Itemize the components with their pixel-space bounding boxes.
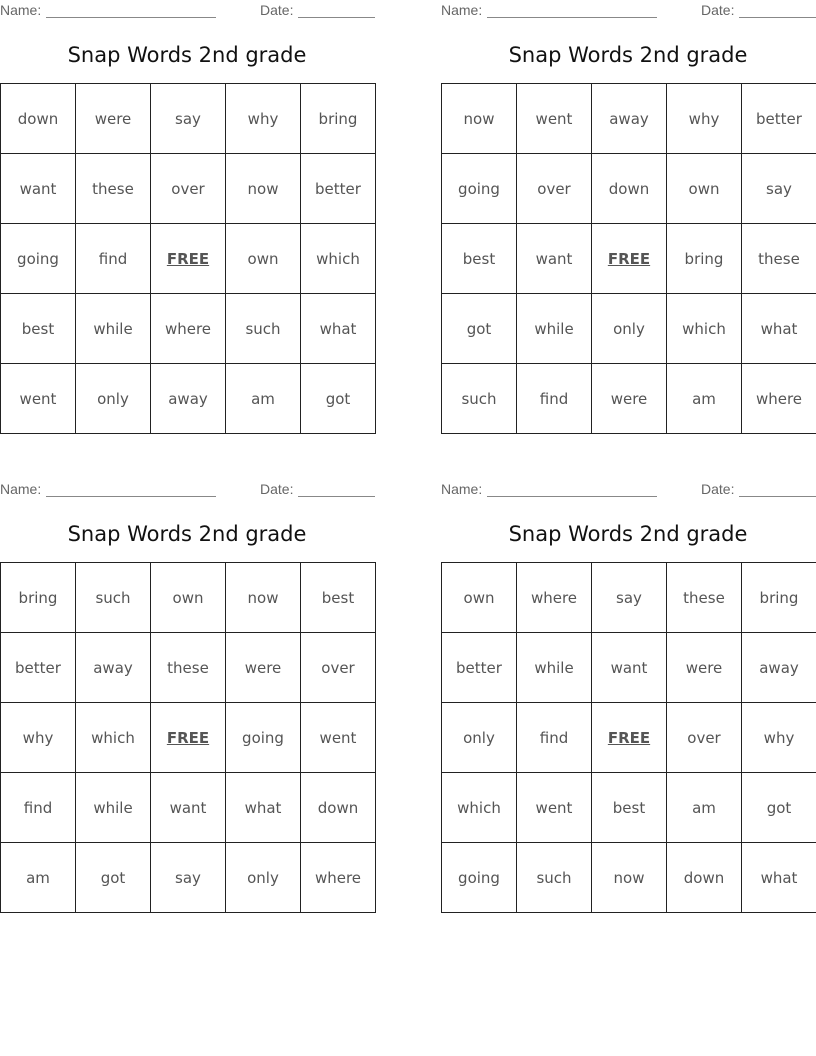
grid-cell: where [517,563,592,633]
grid-cell: while [517,633,592,703]
grid-cell: these [151,633,226,703]
grid-cell: over [151,154,226,224]
grid-cell: which [667,294,742,364]
date-field[interactable] [739,17,816,18]
date-field[interactable] [298,496,375,497]
grid-cell: down [667,843,742,913]
grid-cell: only [442,703,517,773]
grid-row [1,294,376,364]
grid-cell: only [592,294,667,364]
bingo-card-2 [441,0,816,408]
grid-cell: find [517,703,592,773]
grid-cell: went [301,703,376,773]
grid-cell: bring [742,563,816,633]
grid-row [1,843,376,913]
grid-row [1,773,376,843]
name-date-header [441,479,816,501]
grid-cell: best [592,773,667,843]
grid-cell: now [592,843,667,913]
grid-cell: down [301,773,376,843]
grid-cell: what [301,294,376,364]
grid-row [442,773,816,843]
grid-cell: over [301,633,376,703]
grid-cell: where [301,843,376,913]
grid-cell: which [442,773,517,843]
grid-cell: such [226,294,301,364]
name-field[interactable] [487,17,657,18]
date-label: Date: [260,481,294,497]
card-title: Snap Words 2nd grade [67,43,307,67]
free-space-cell: FREE [151,703,226,773]
grid-cell: got [301,364,376,434]
grid-cell: only [76,364,151,434]
date-field[interactable] [298,17,375,18]
name-label: Name: [0,481,42,497]
grid-row [1,563,376,633]
grid-cell: best [301,563,376,633]
date-label: Date: [701,481,735,497]
card-title: Snap Words 2nd grade [67,522,307,546]
grid-cell: while [517,294,592,364]
bingo-grid [0,83,376,434]
grid-cell: went [1,364,76,434]
grid-cell: say [592,563,667,633]
grid-cell: went [517,84,592,154]
free-space-cell: FREE [151,224,226,294]
grid-row [442,154,816,224]
grid-cell: what [742,843,816,913]
grid-cell: better [301,154,376,224]
grid-cell: better [1,633,76,703]
card-title: Snap Words 2nd grade [508,43,748,67]
grid-cell: while [76,294,151,364]
grid-cell: going [442,843,517,913]
name-date-header [441,0,816,22]
grid-cell: am [226,364,301,434]
grid-row [1,84,376,154]
grid-row [1,633,376,703]
bingo-card-4 [441,479,816,887]
grid-cell: own [442,563,517,633]
grid-cell: these [76,154,151,224]
grid-cell: say [151,84,226,154]
grid-cell: why [667,84,742,154]
grid-cell: want [151,773,226,843]
grid-cell: were [226,633,301,703]
grid-cell: best [1,294,76,364]
name-date-header [0,0,376,22]
grid-cell: over [517,154,592,224]
free-space-cell: FREE [592,224,667,294]
grid-cell: such [76,563,151,633]
grid-row [442,843,816,913]
grid-cell: want [517,224,592,294]
grid-cell: down [1,84,76,154]
grid-cell: say [151,843,226,913]
name-field[interactable] [46,496,216,497]
grid-cell: these [742,224,816,294]
card-title: Snap Words 2nd grade [508,522,748,546]
grid-cell: find [76,224,151,294]
grid-cell: what [742,294,816,364]
grid-row [442,224,816,294]
grid-cell: these [667,563,742,633]
grid-row [442,633,816,703]
name-date-header [0,479,376,501]
bingo-grid [441,562,816,913]
grid-cell: better [442,633,517,703]
grid-cell: best [442,224,517,294]
grid-cell: going [226,703,301,773]
date-label: Date: [260,2,294,18]
bingo-grid [0,562,376,913]
grid-cell: got [742,773,816,843]
grid-cell: while [76,773,151,843]
grid-row [442,84,816,154]
name-label: Name: [441,481,483,497]
date-label: Date: [701,2,735,18]
grid-row [1,703,376,773]
name-label: Name: [0,2,42,18]
grid-row [442,563,816,633]
grid-cell: why [1,703,76,773]
free-space-cell: FREE [592,703,667,773]
grid-cell: bring [1,563,76,633]
bingo-grid [441,83,816,434]
bingo-card-3 [0,479,376,887]
grid-cell: own [667,154,742,224]
grid-cell: want [1,154,76,224]
grid-cell: away [592,84,667,154]
grid-cell: which [301,224,376,294]
grid-cell: want [592,633,667,703]
grid-cell: got [442,294,517,364]
grid-cell: why [742,703,816,773]
grid-cell: away [76,633,151,703]
grid-cell: only [226,843,301,913]
grid-cell: bring [667,224,742,294]
grid-cell: were [667,633,742,703]
grid-cell: which [76,703,151,773]
grid-cell: what [226,773,301,843]
grid-cell: such [442,364,517,434]
grid-cell: down [592,154,667,224]
date-field[interactable] [739,496,816,497]
grid-row [1,154,376,224]
bingo-card-1 [0,0,376,408]
grid-cell: such [517,843,592,913]
grid-row [442,294,816,364]
name-field[interactable] [487,496,657,497]
grid-cell: why [226,84,301,154]
grid-cell: am [1,843,76,913]
grid-cell: over [667,703,742,773]
grid-cell: away [151,364,226,434]
grid-cell: find [517,364,592,434]
grid-row [1,364,376,434]
grid-cell: own [151,563,226,633]
grid-row [1,224,376,294]
grid-cell: going [442,154,517,224]
name-field[interactable] [46,17,216,18]
grid-cell: going [1,224,76,294]
grid-cell: am [667,364,742,434]
grid-cell: better [742,84,816,154]
grid-row [442,364,816,434]
grid-cell: say [742,154,816,224]
grid-cell: went [517,773,592,843]
grid-cell: bring [301,84,376,154]
grid-cell: away [742,633,816,703]
grid-cell: now [442,84,517,154]
grid-cell: were [592,364,667,434]
grid-cell: find [1,773,76,843]
grid-cell: am [667,773,742,843]
grid-cell: now [226,154,301,224]
name-label: Name: [441,2,483,18]
grid-cell: own [226,224,301,294]
grid-cell: now [226,563,301,633]
grid-cell: where [742,364,816,434]
grid-row [442,703,816,773]
grid-cell: got [76,843,151,913]
grid-cell: where [151,294,226,364]
grid-cell: were [76,84,151,154]
